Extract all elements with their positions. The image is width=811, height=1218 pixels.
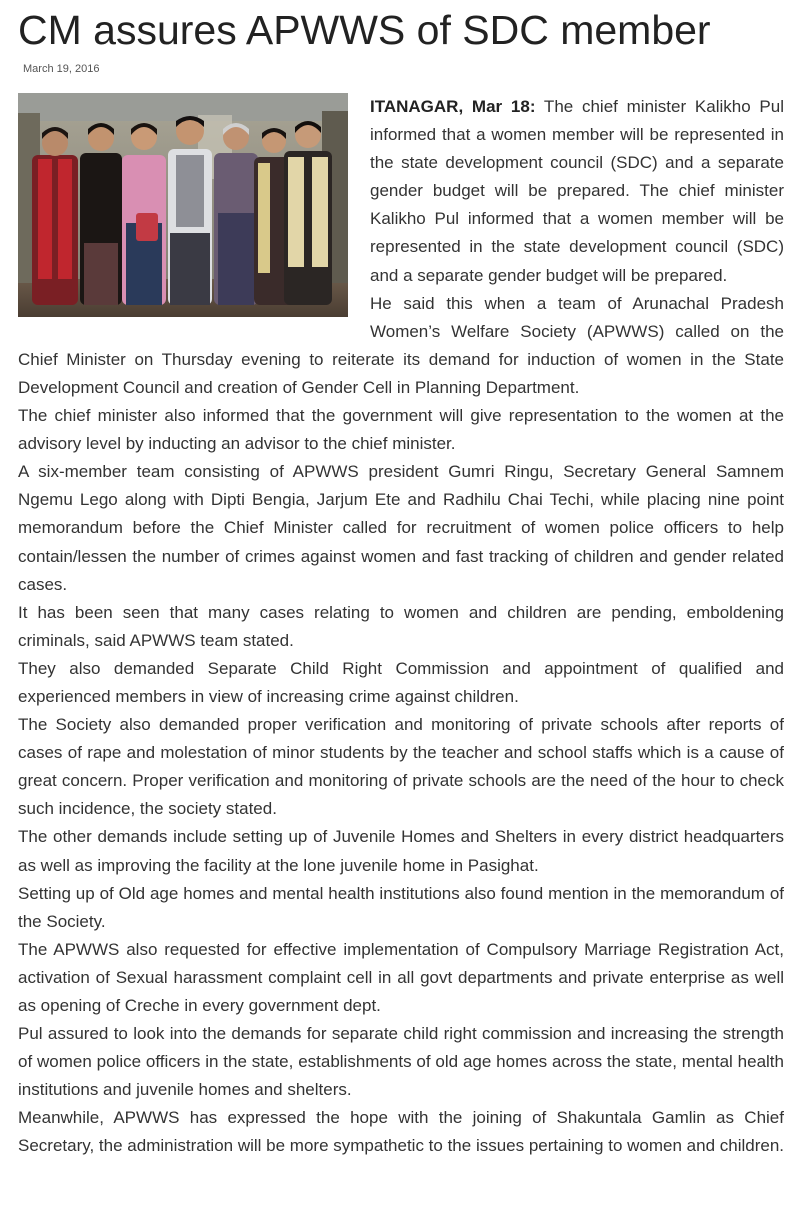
- paragraph: The chief minister also informed that the government will give representation to the women at the advisory level by inducting an advisor to the chief minister.: [18, 406, 784, 454]
- article-title: CM assures APWWS of SDC member: [18, 7, 711, 53]
- paragraph: Pul assured to look into the demands for separate child right commission and increasing the strength of women police officers in the state, establishments of old age homes across the state, mental health institutions and juvenile homes and shelters.: [18, 1024, 784, 1100]
- group-photo-illustration: [18, 93, 348, 317]
- paragraph: The Society also demanded proper verification and monitoring of private schools after reports of cases of rape and molestation of minor students by the teacher and school staffs which is a cause of great concern. Proper verification and monitoring of private schools are the need of the hour to check such incidence, the society stated.: [18, 715, 784, 819]
- paragraph: Meanwhile, APWWS has expressed the hope with the joining of Shakuntala Gamlin as Chief Secretary, the administration will be more sympathetic to the issues pertaining to women and children.: [18, 1108, 785, 1156]
- paragraph: Setting up of Old age homes and mental health institutions also found mention in the memorandum of the Society.: [18, 883, 784, 931]
- publish-date: March 19, 2016: [23, 63, 100, 75]
- paragraph: They also demanded Separate Child Right Commission and appointment of qualified and experienced members in view of increasing crime against children.: [18, 658, 784, 706]
- group-photo[interactable]: [18, 93, 348, 317]
- paragraph: It has been seen that many cases relating to women and children are pending, emboldening criminals, said APWWS team stated.: [18, 602, 784, 650]
- paragraph: The APWWS also requested for effective implementation of Compulsory Marriage Registration Act, activation of Sexual harassment complaint cell in all govt departments and private enterprise as well as opening of Creche in every government dept.: [18, 939, 784, 1015]
- paragraph: The other demands include setting up of Juvenile Homes and Shelters in every district headquarters as well as improving the facility at the lone juvenile home in Pasighat.: [18, 827, 784, 875]
- lead-text: The chief minister Kalikho Pul informed that a women member will be represented in the state development council (SDC) and a separate gender budget will be prepared. The chief minister Kalikho Pul informed that a women member will be represented in the state development council (SDC) and a separate gender budget will be prepared.: [370, 97, 784, 285]
- article-body: [18, 93, 784, 1161]
- paragraph: A six-member team consisting of APWWS president Gumri Ringu, Secretary General Samnem Ngemu Lego along with Dipti Bengia, Jarjum Ete and Radhilu Chai Techi, while placing nine point memorandum before the Chief Minister called for recruitment of women police officers to help contain/lessen the number of crimes against women and fast tracking of children and gender related cases.: [18, 462, 784, 594]
- paragraph: He said this when a team of Arunachal Pradesh Women’s Welfare Society (APWWS) called on the Chief Minister on Thursday evening to reiterate its demand for induction of women in the State Development Council and creation of Gender Cell in Planning Department.: [18, 293, 784, 397]
- dateline: ITANAGAR, Mar 18:: [370, 97, 536, 116]
